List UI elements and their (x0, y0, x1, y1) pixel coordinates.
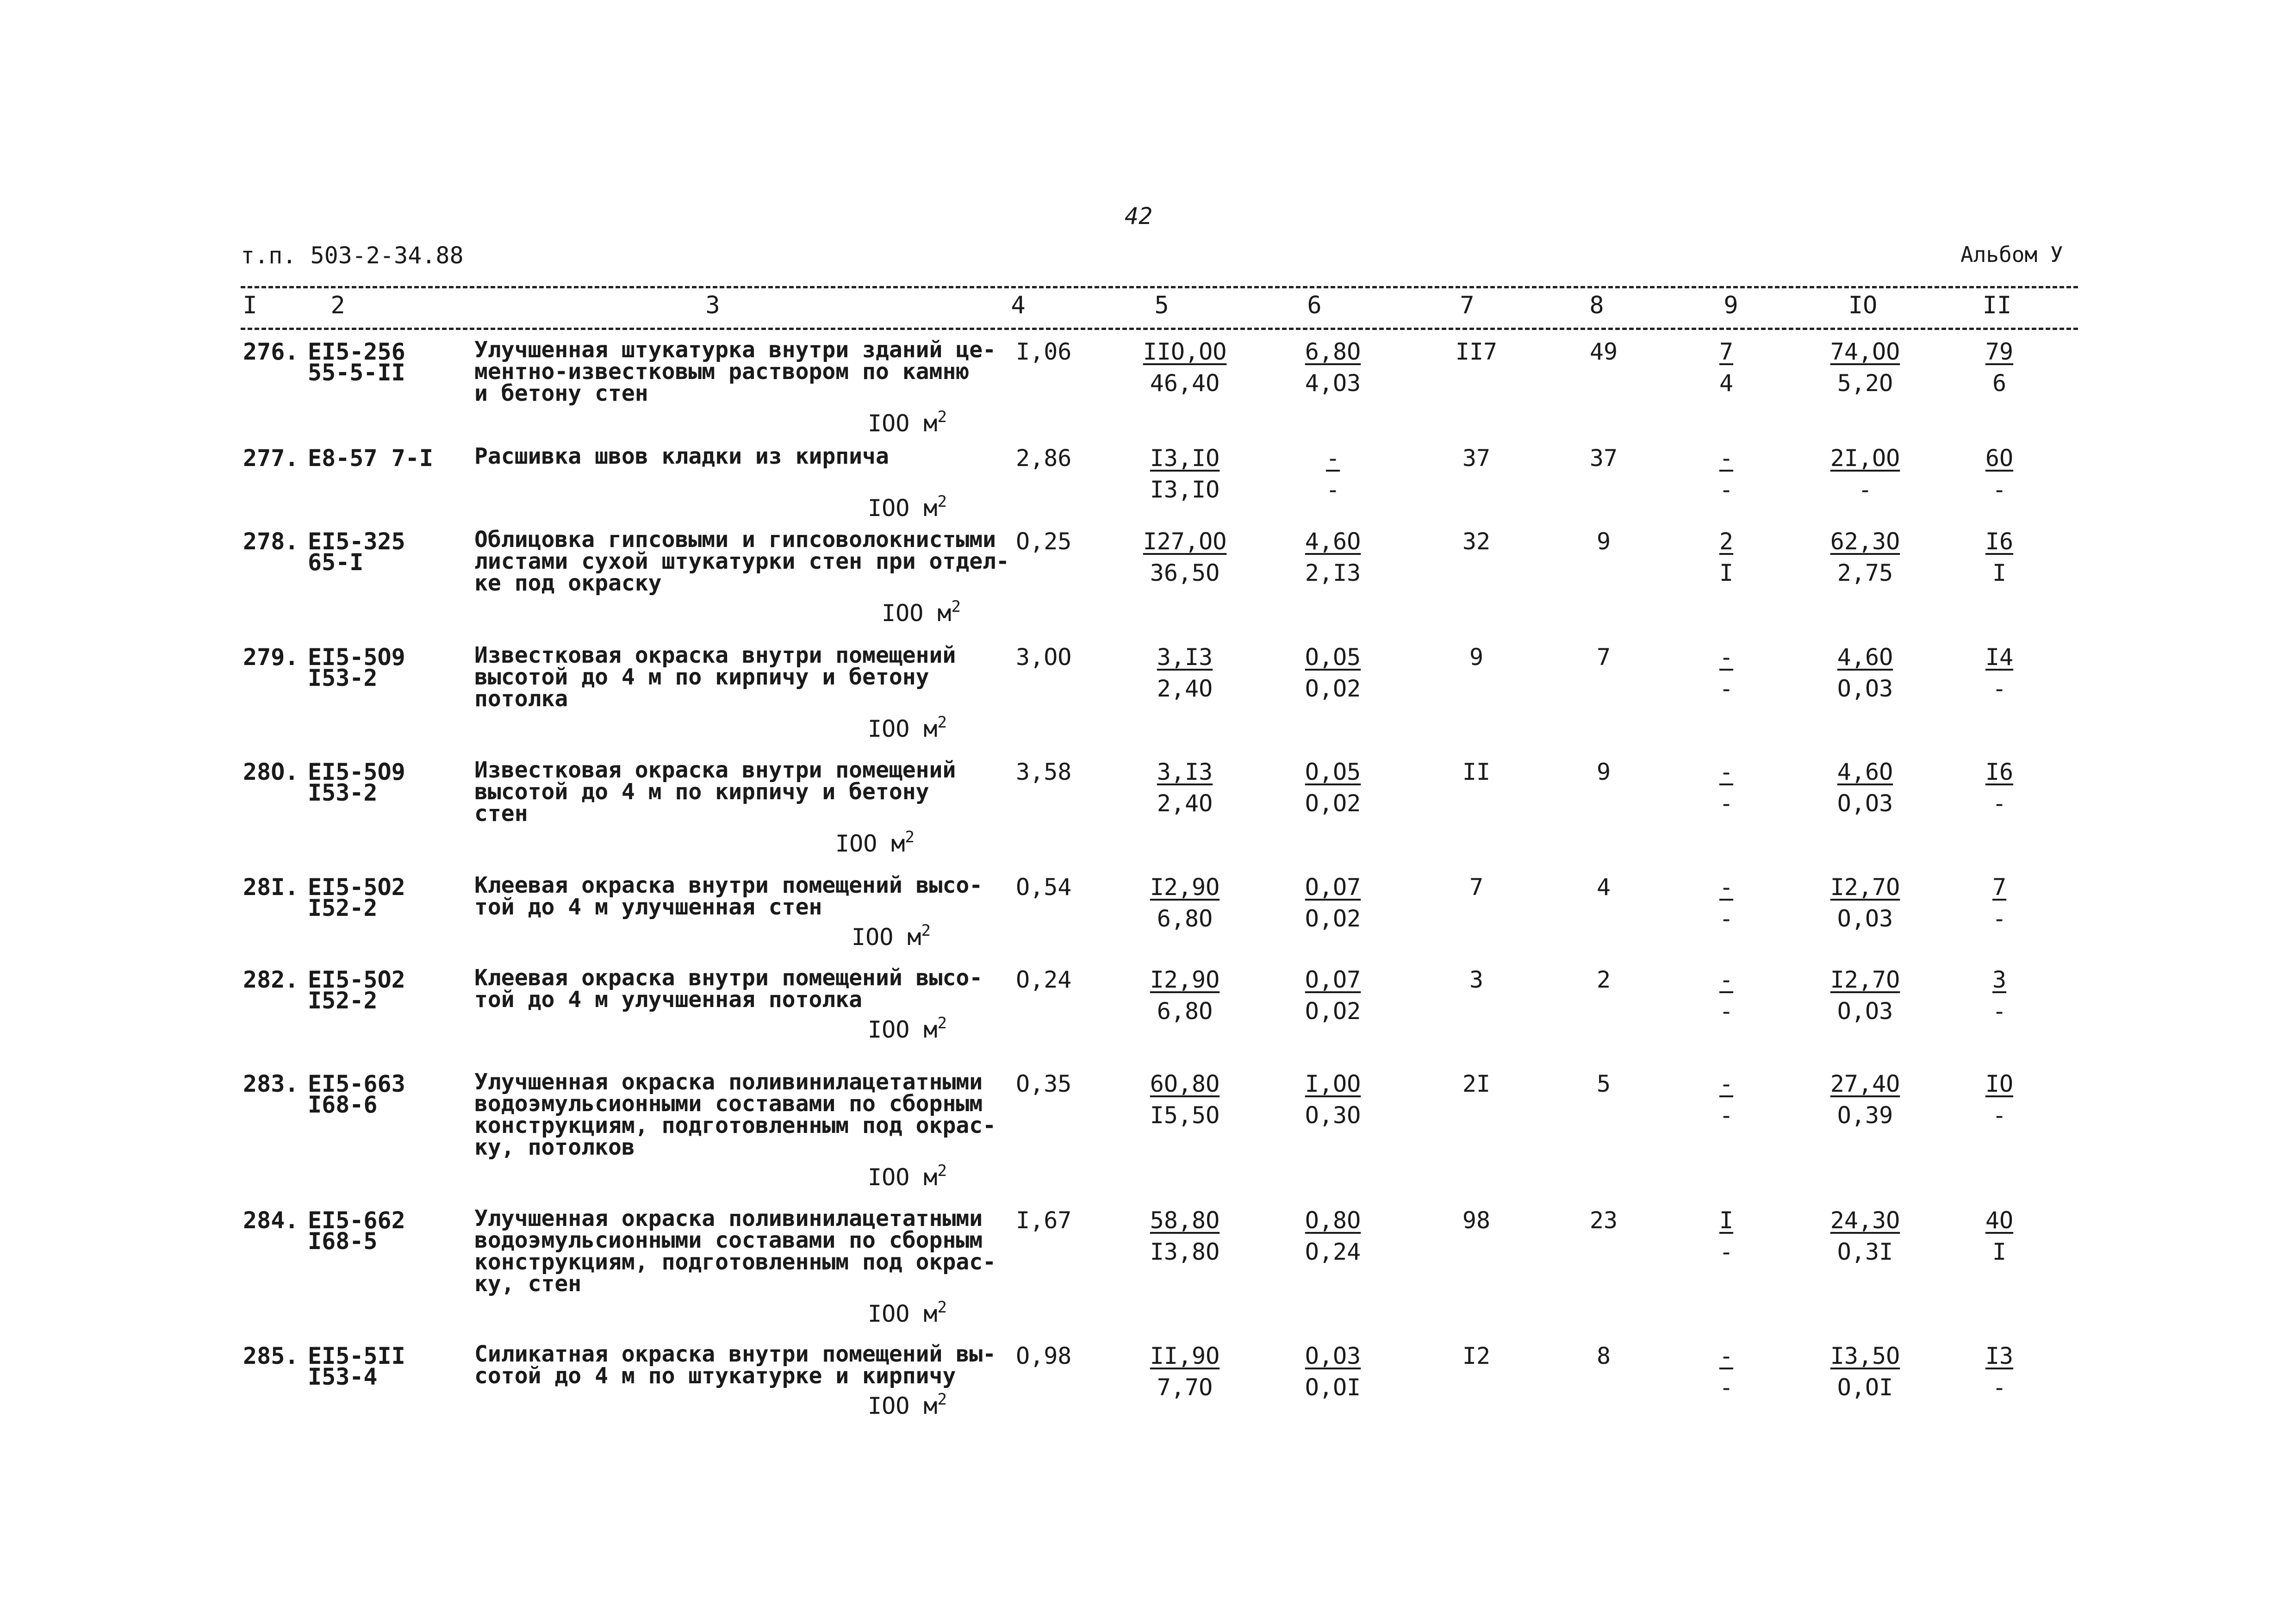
quantity: O,24 (1016, 966, 1072, 993)
cost-wages: I3,IO (1150, 476, 1220, 503)
norm-code-sub: I53-4 (308, 1363, 378, 1390)
description-line: Силикатная окраска внутри помещений вы- (474, 1341, 996, 1367)
machine-cost: O,O3 (1305, 1343, 1361, 1369)
wages-total: 9 (1596, 759, 1611, 785)
unit-text: IOO м (868, 1300, 938, 1327)
labor-total: 6O (1985, 445, 2014, 472)
column-header: 3 (705, 292, 720, 319)
description-line: ку, стен (474, 1271, 582, 1297)
machine-total: - (1719, 1343, 1734, 1369)
work-description (474, 759, 1002, 825)
unit-text: IOO м (868, 715, 938, 742)
labor-unit-machine: O,O3 (1837, 675, 1893, 702)
description-line: той до 4 м улучшенная потолка (474, 987, 863, 1013)
description-line: конструкциям, подготовленным под окрас- (474, 1249, 996, 1275)
work-description (474, 443, 1002, 469)
measurement-unit (868, 1390, 947, 1419)
work-description (474, 1343, 1002, 1387)
quantity: 2,86 (1016, 445, 1072, 472)
quantity: O,98 (1016, 1343, 1072, 1369)
cost-total: 3,I3 (1157, 644, 1213, 671)
wages-total: 37 (1589, 445, 1618, 472)
labor-total-machine: - (1992, 675, 2007, 702)
unit-exponent: 2 (937, 492, 947, 511)
description-line: водоэмульсионными составами по сборным (474, 1227, 983, 1253)
machine-total: - (1719, 966, 1734, 993)
cost-wages: 2,4O (1157, 790, 1213, 817)
norm-code: ЕI5-5O9 (308, 759, 405, 785)
machine-wages-total: - (1719, 1102, 1734, 1129)
norm-code: ЕI5-662 (308, 1207, 405, 1234)
labor-unit: I3,5O (1830, 1343, 1900, 1369)
cost-total: 3,I3 (1157, 759, 1213, 785)
norm-code-sub: I52-2 (308, 987, 378, 1014)
labor-total-machine: - (1992, 1102, 2007, 1129)
machine-wages-total: - (1719, 675, 1734, 702)
description-line: Расшивка швов кладки из кирпича (474, 443, 889, 469)
row-number: 28O. (243, 759, 299, 785)
quantity: O,54 (1016, 874, 1072, 901)
labor-total: 79 (1985, 338, 2014, 365)
row-number: 285. (243, 1343, 299, 1369)
machine-cost: O,O7 (1305, 966, 1361, 993)
machine-wages-total: - (1719, 790, 1734, 817)
labor-unit: 74,OO (1830, 338, 1900, 365)
description-line: высотой до 4 м по кирпичу и бетону (474, 779, 929, 805)
quantity: O,25 (1016, 528, 1072, 555)
machine-wages: 4,O3 (1305, 370, 1361, 397)
description-line: той до 4 м улучшенная стен (474, 894, 822, 920)
description-line: конструкциям, подготовленным под окрас- (474, 1113, 996, 1138)
labor-unit: 62,3O (1830, 528, 1900, 555)
norm-code: ЕI5-5II (308, 1343, 405, 1369)
machine-wages-total: I (1719, 560, 1734, 586)
row-number: 28I. (243, 874, 299, 901)
description-line: Облицовка гипсовыми и гипсоволокнистыми (474, 527, 996, 553)
quantity: I,06 (1016, 338, 1072, 365)
cost-total: 58,8O (1150, 1207, 1220, 1234)
labor-unit-machine: O,O3 (1837, 905, 1893, 932)
norm-code: ЕI5-5O2 (308, 874, 405, 901)
unit-exponent: 2 (937, 408, 947, 426)
quantity: I,67 (1016, 1207, 1072, 1234)
row-number: 278. (243, 528, 299, 555)
labor-total-machine: - (1992, 476, 2007, 503)
machine-wages: 2,I3 (1305, 560, 1361, 586)
norm-code-sub: I68-6 (308, 1091, 378, 1118)
quantity: 3,OO (1016, 644, 1072, 671)
work-description (474, 1071, 1002, 1158)
labor-unit: I2,7O (1830, 874, 1900, 901)
labor-total-machine: 6 (1992, 370, 2007, 397)
cost-wages: 2,4O (1157, 675, 1213, 702)
work-description (474, 527, 1009, 596)
labor-unit-machine: - (1858, 476, 1873, 503)
total-cost: 37 (1462, 445, 1491, 472)
machine-wages: O,3O (1305, 1102, 1361, 1129)
machine-wages: O,O2 (1305, 675, 1361, 702)
unit-text: IOO м (835, 830, 905, 857)
quantity: 3,58 (1016, 759, 1072, 785)
machine-cost: 6,8O (1305, 338, 1361, 365)
page-number: 42 (1125, 203, 1153, 230)
norm-code-sub: I68-5 (308, 1228, 378, 1255)
norm-code: Е8-57 7-I (308, 445, 433, 472)
measurement-unit (868, 408, 947, 437)
document-number: т.п. 503-2-34.88 (241, 242, 464, 269)
labor-total-machine: I (1992, 1238, 2007, 1265)
total-cost: 7 (1469, 874, 1484, 901)
album-label: Альбом У (1960, 242, 2063, 267)
cost-wages: 6,8O (1157, 905, 1213, 932)
column-header: 9 (1724, 292, 1738, 319)
norm-code-sub: 65-I (308, 549, 364, 576)
labor-total-machine: - (1992, 790, 2007, 817)
work-description (474, 642, 1002, 712)
total-cost: 9 (1469, 644, 1484, 671)
wages-total: 7 (1596, 644, 1611, 671)
norm-code-sub: I53-2 (308, 779, 378, 806)
measurement-unit (868, 1162, 947, 1191)
total-cost: 2I (1462, 1070, 1491, 1097)
labor-unit-machine: O,39 (1837, 1102, 1893, 1129)
norm-code-sub: I53-2 (308, 665, 378, 691)
total-cost: I2 (1462, 1343, 1491, 1369)
cost-wages: 46,4O (1150, 370, 1220, 397)
unit-exponent: 2 (937, 1014, 947, 1032)
row-number: 282. (243, 966, 299, 993)
description-line: стен (474, 801, 528, 827)
labor-unit-machine: O,3I (1837, 1238, 1893, 1265)
norm-code-sub: 55-5-II (308, 359, 405, 386)
column-header: 4 (1011, 292, 1026, 319)
cost-total: I2,9O (1150, 966, 1220, 993)
measurement-unit (868, 713, 947, 742)
machine-wages: O,24 (1305, 1238, 1361, 1265)
unit-text: IOO м (852, 924, 921, 951)
total-cost: 32 (1462, 528, 1491, 555)
labor-unit: 2I,OO (1830, 445, 1900, 472)
unit-text: IOO м (868, 410, 938, 437)
header-top-rule (241, 286, 2078, 288)
cost-wages: I5,5O (1150, 1102, 1220, 1129)
machine-total: - (1719, 445, 1734, 472)
machine-total: - (1719, 874, 1734, 901)
labor-total: I6 (1985, 759, 2014, 785)
header-bottom-rule (241, 328, 2078, 330)
unit-text: IOO м (868, 1164, 938, 1191)
labor-unit-machine: O,O3 (1837, 998, 1893, 1025)
labor-total: IO (1985, 1070, 2014, 1097)
unit-exponent: 2 (921, 921, 931, 940)
total-cost: 3 (1469, 966, 1484, 993)
norm-code: ЕI5-325 (308, 528, 405, 555)
machine-cost: O,O5 (1305, 644, 1361, 671)
cost-total: I2,9O (1150, 874, 1220, 901)
measurement-unit (852, 921, 931, 951)
machine-cost: 4,6O (1305, 528, 1361, 555)
measurement-unit (835, 828, 915, 857)
unit-exponent: 2 (937, 1298, 947, 1317)
norm-code: ЕI5-5O9 (308, 644, 405, 671)
cost-wages: 36,5O (1150, 560, 1220, 586)
machine-wages: O,O2 (1305, 998, 1361, 1025)
description-line: водоэмульсионными составами по сборным (474, 1091, 983, 1117)
column-header: II (1982, 292, 2012, 319)
row-number: 283. (243, 1070, 299, 1097)
machine-wages: O,O2 (1305, 790, 1361, 817)
cost-total: 6O,8O (1150, 1070, 1220, 1097)
unit-text: IOO м (868, 495, 938, 522)
wages-total: 2 (1596, 966, 1611, 993)
unit-text: IOO м (868, 1016, 938, 1043)
norm-code-sub: I52-2 (308, 895, 378, 921)
column-header: 7 (1460, 292, 1475, 319)
labor-unit: 4,6O (1837, 759, 1893, 785)
machine-cost: O,O5 (1305, 759, 1361, 785)
labor-total: I4 (1985, 644, 2014, 671)
wages-total: 8 (1596, 1343, 1611, 1369)
machine-total: - (1719, 644, 1734, 671)
unit-exponent: 2 (937, 1162, 947, 1180)
measurement-unit (868, 1014, 947, 1043)
description-line: ментно-известковым раствором по камню (474, 359, 970, 385)
machine-wages: O,O2 (1305, 905, 1361, 932)
description-line: Клеевая окраска внутри помещений высо- (474, 872, 983, 898)
labor-unit-machine: O,O3 (1837, 790, 1893, 817)
wages-total: 4 (1596, 874, 1611, 901)
row-number: 279. (243, 644, 299, 671)
description-line: высотой до 4 м по кирпичу и бетону (474, 664, 929, 690)
unit-exponent: 2 (937, 1390, 947, 1409)
machine-total: I (1719, 1207, 1734, 1234)
unit-exponent: 2 (951, 597, 961, 616)
description-line: Улучшенная окраска поливинилацетатными (474, 1069, 983, 1095)
description-line: Клеевая окраска внутри помещений высо- (474, 965, 983, 991)
machine-cost: O,O7 (1305, 874, 1361, 901)
machine-wages: O,OI (1305, 1374, 1361, 1401)
description-line: сотой до 4 м по штукатурке и кирпичу (474, 1363, 956, 1389)
wages-total: 49 (1589, 338, 1618, 365)
machine-wages-total: - (1719, 1374, 1734, 1401)
machine-wages-total: - (1719, 476, 1734, 503)
cost-total: II,9O (1150, 1343, 1220, 1369)
total-cost: II7 (1455, 338, 1498, 365)
cost-total: IIO,OO (1143, 338, 1227, 365)
work-description (474, 967, 1002, 1011)
cost-wages: 7,7O (1157, 1374, 1213, 1401)
measurement-unit (868, 492, 947, 522)
description-line: потолка (474, 686, 568, 712)
labor-total: 3 (1992, 966, 2007, 993)
unit-exponent: 2 (905, 828, 915, 846)
wages-total: 23 (1589, 1207, 1618, 1234)
labor-total: 7 (1992, 874, 2007, 901)
total-cost: 98 (1462, 1207, 1491, 1234)
cost-total: I27,OO (1143, 528, 1227, 555)
labor-unit: 27,4O (1830, 1070, 1900, 1097)
labor-unit: 4,6O (1837, 644, 1893, 671)
description-line: Улучшенная окраска поливинилацетатными (474, 1206, 983, 1231)
work-description (474, 1208, 1002, 1295)
measurement-unit (882, 597, 961, 627)
machine-total: - (1719, 759, 1734, 785)
unit-text: IOO м (868, 1393, 938, 1419)
machine-wages-total: - (1719, 998, 1734, 1025)
labor-total-machine: I (1992, 560, 2007, 586)
description-line: Известковая окраска внутри помещений (474, 642, 956, 668)
unit-exponent: 2 (937, 713, 947, 732)
total-cost: II (1462, 759, 1491, 785)
labor-total: I3 (1985, 1343, 2014, 1369)
labor-unit: 24,3O (1830, 1207, 1900, 1234)
quantity: O,35 (1016, 1070, 1072, 1097)
column-header: 6 (1307, 292, 1322, 319)
machine-cost: I,OO (1305, 1070, 1361, 1097)
labor-unit-machine: 5,2O (1837, 370, 1893, 397)
machine-total: - (1719, 1070, 1734, 1097)
norm-code: ЕI5-256 (308, 338, 405, 365)
row-number: 277. (243, 445, 299, 472)
norm-code: ЕI5-663 (308, 1070, 405, 1097)
cost-wages: I3,8O (1150, 1238, 1220, 1265)
description-line: ку, потолков (474, 1134, 635, 1160)
column-header: 8 (1589, 292, 1604, 319)
cost-wages: 6,8O (1157, 998, 1213, 1025)
machine-total: 2 (1719, 528, 1734, 555)
machine-wages-total: - (1719, 1238, 1734, 1265)
machine-wages-total: - (1719, 905, 1734, 932)
description-line: Улучшенная штукатурка внутри зданий це- (474, 337, 996, 363)
wages-total: 9 (1596, 528, 1611, 555)
norm-code: ЕI5-5O2 (308, 966, 405, 993)
cost-total: I3,IO (1150, 445, 1220, 472)
labor-total: I6 (1985, 528, 2014, 555)
measurement-unit (868, 1298, 947, 1327)
wages-total: 5 (1596, 1070, 1611, 1097)
row-number: 284. (243, 1207, 299, 1234)
labor-unit: I2,7O (1830, 966, 1900, 993)
machine-total: 7 (1719, 338, 1734, 365)
machine-wages: - (1325, 476, 1340, 503)
column-header: 2 (330, 292, 345, 319)
labor-total-machine: - (1992, 998, 2007, 1025)
work-description (474, 872, 1002, 920)
column-header: IO (1848, 292, 1878, 319)
description-line: листами сухой штукатурки стен при отдел- (474, 548, 1009, 574)
description-line: и бетону стен (474, 380, 648, 406)
labor-total-machine: - (1992, 1374, 2007, 1401)
row-number: 276. (243, 338, 299, 365)
description-line: Известковая окраска внутри помещений (474, 757, 956, 783)
labor-total-machine: - (1992, 905, 2007, 932)
machine-wages-total: 4 (1719, 370, 1734, 397)
column-header: I (243, 292, 257, 319)
labor-unit-machine: O,OI (1837, 1374, 1893, 1401)
column-header: 5 (1154, 292, 1169, 319)
machine-cost: - (1325, 445, 1340, 472)
unit-text: IOO м (882, 600, 952, 627)
labor-unit-machine: 2,75 (1837, 560, 1893, 586)
labor-total: 4O (1985, 1207, 2014, 1234)
machine-cost: O,8O (1305, 1207, 1361, 1234)
work-description (474, 339, 1002, 404)
description-line: ке под окраску (474, 570, 662, 596)
